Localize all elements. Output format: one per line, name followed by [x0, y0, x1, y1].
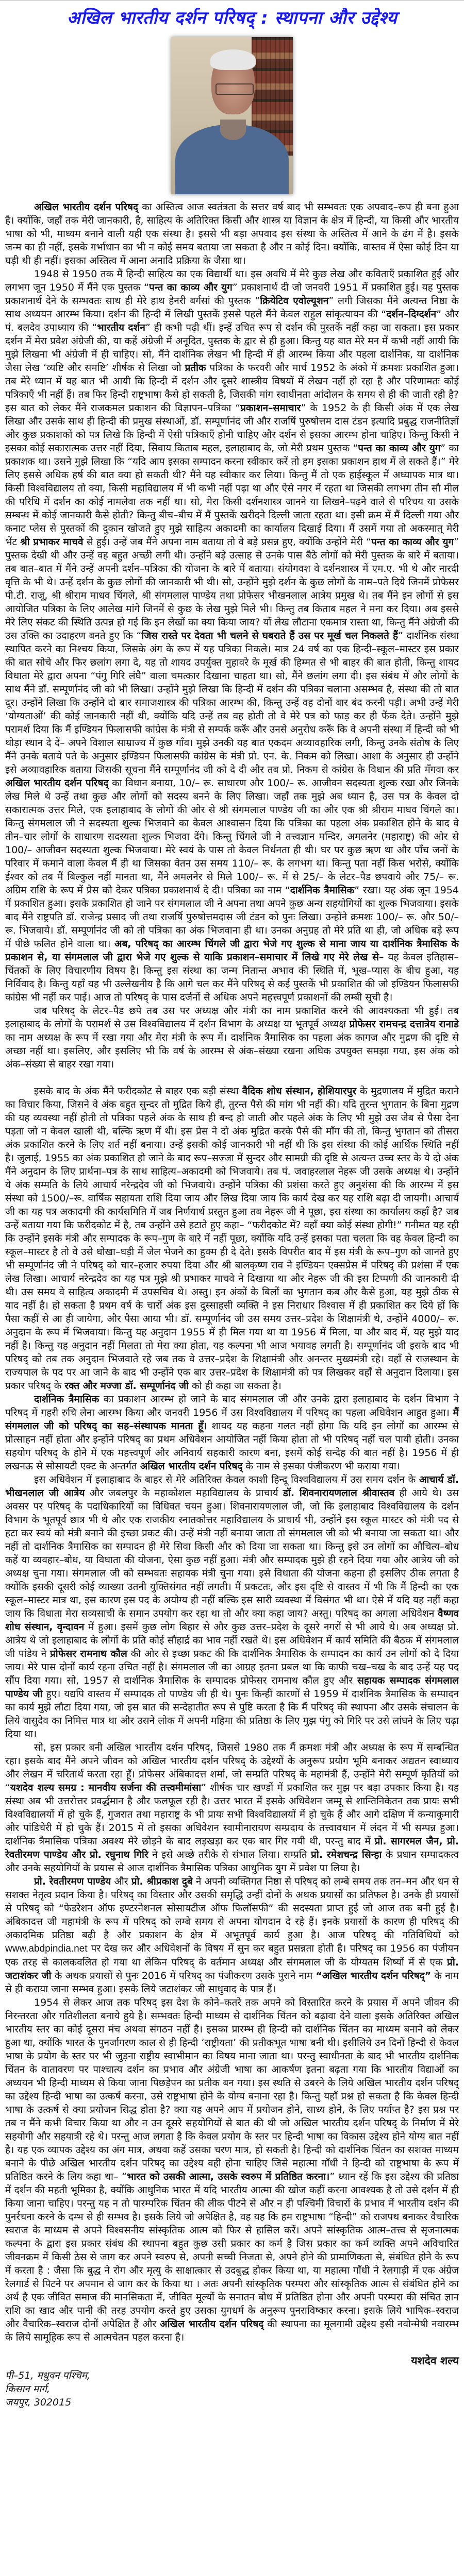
bold-emphasis: प्रो. जटाशंकर जी: [5, 1957, 459, 1981]
bold-emphasis: क्रियेटिव एवोल्यूशन: [260, 295, 329, 307]
bold-emphasis: पन्त का काव्य और युग: [371, 536, 454, 548]
bold-emphasis: सहायक सम्पादक संगमलाल पाण्डेय जी: [5, 1675, 459, 1700]
paragraph-text: के नाम से इसका पंजीकरण भी कराया गया।: [242, 1461, 400, 1472]
paragraph-text: ” ध्यान रहें कि इस उद्देश्य की प्रतिष्ठा में दर्शन की महती भूमिका है, क्योंकि आधुनिक भारत में यदि भारतीय आत्मा की खोज कहीं करना आवश्यक है तो उसे दर्शन में ही किया जाना चाहिए। परन्तु यह न तो पारम्परिक चिंतन की लीक पीटने से और न ही पश्चिमी विचारों के प्रभाव में भारतीय दर्शन की पुनर्रचना करने के दम्भ से ही सम्भव है। इसके लिये जो अपेक्षित है, वह यह कि हम राष्ट्रभाषा “हिन्दी” को राजपथ बनाकर वैचारिक स्वराज के माध्यम से अपने विश्वसनीय सांस्कृतिक आत्म को फिर से हासिल करें। अपने सांस्कृतिक आत्म–तत्त्व से सृजनात्मक कल्पना के द्वारा इस प्रकार संबंध की स्थापना बहुत कुछ उसी प्रकार का कर्म है जिस प्रकार का कर्म व्यक्ति अपने अविचारित जीवनक्रम में किसी ठेस से जाग कर अपने स्वरुप से, अपनी सच्ची निजता से, अपने होने की प्रामाणिकता से, संबंधित होने के रूप में करता है : जैसा कि बुद्ध ने रोग और मृत्यु के साक्षात्कार से उदबुद्ध होकर किया था, या महात्मा गाँधी ने रेलगाड़ी में एक अंग्रेज रेलगार्ड से पिटने पर अपमान से जाग कर के किया था । अतः अपनी सांस्कृतिक परम्परा और सांस्कृतिक आत्म से संबंधित होने का अर्थ है एक जीवित समाज की मानसिकता में, जीवित मूल्यों के सनातन बोध में प्रतिष्ठित होना और अपनी परम्परा की संचित ज्ञान राशि का खाद और पानी की तरह उपयोग करते हुए उसका युगधर्म के अनुरूप पुनराविष्कार करना। इसके लिये भाषिक–स्वराज और वैचारिक–स्वराज दोनों अपेक्षित हैं और: [5, 2171, 459, 2330]
paragraph-text: इस अधिवेशन में इलाहाबाद के बाहर से मेरे अतिरिक्त केवल काशी हिन्दू विश्वविद्यालय में उस समय दर्शन के: [34, 1474, 419, 1485]
article-paragraph: [5, 1996, 459, 2344]
paragraph-text: ” रखा। यह अंक जून 1954 में प्रकाशित हुआ। इसके प्रकाशित हो जाने पर संगमलाल जी ने अपना तथा अपने कुछ अन्य सहयोगियों का शुल्क भिजवाया। इसके बाद मैंने राष्ट्रपति डॉ. राजेन्द्र प्रसाद जी तथा राजर्षि पुरुषोत्तमदास जी टंडन को पुनः लिखा। उन्होंने क्रमशः 100/– रू. और 50/– रू. भिजवाये। डॉ. सम्पूर्णानंद जी को तो पत्रिका का अंक भिजवाना ही था। उनका अनुग्रह तो मेरे प्रति था ही, जो अधिक बड़े रूप में पीछे फलित होने वाला था।: [5, 885, 459, 950]
paragraph-text: ने इसे अच्छे तरीके से संभाल लिया। सम्प्रति: [148, 1849, 311, 1860]
bold-emphasis: श्री प्रभाकर माचवे: [20, 536, 84, 548]
bold-emphasis: अखिल भारतीय दर्शन परिषद्: [5, 777, 109, 789]
bold-emphasis: प्रोफेसर रामचन्द्र दत्तात्रेय रानाडे: [349, 1019, 459, 1030]
bold-emphasis: यशदेव शल्य समग्र : मानवीय सर्जना की तत्त्वमीमांसा: [10, 1782, 202, 1793]
address-line: किसान मार्ग,: [5, 2383, 50, 2395]
author-hair: [210, 49, 256, 70]
paragraph-text: का नाम अध्यक्ष के रूप में रखा गया और मेरा मंत्री के रूप में। दार्शनिक त्रैमासिक का पहला अंक कागज और मुद्रण की दृष्टि से अच्छा नहीं था। इसलिए, और इसलिए भी कि वर्ष के आरम्भ से अंक–संख्या रखना अधिक उपयुक्त समझा गया, इस अंक को अंक–संख्या से बाहर रखा गया।: [5, 1032, 459, 1070]
bold-emphasis: वैष्णव शोध संस्थान, वृन्दावन: [5, 1608, 459, 1633]
website-link[interactable]: www.abdpindia.net: [5, 1943, 88, 1954]
paragraph-text: और जबलपुर के महाकोशल महाविद्यालय के प्राचार्य: [85, 1487, 283, 1499]
bold-emphasis: भारतीय दर्शन: [97, 322, 145, 333]
paragraph-text: ” लगी जिसका मैंने अत्यन्त निष्ठा के साथ अध्ययन आरम्भ किया। दर्शन की हिन्दी में लिखी पुस्तकें इससे पहले मैंने केवल राहुल सांकृत्यायन की “: [5, 295, 459, 320]
paragraph-text: ने अपनी व्यक्तिगत निष्ठा से परिषद् को लम्बे समय तक तन–मन और धन से सशक्त नेतृत्व प्रदान किया है। परिषद् का विस्तार और उसकी समृद्धि उन्हीं दोनों के अथक प्रयासों का प्रतिफल है। उनके ही प्रयासों से परिषद् को “फेडरेशन ऑफ इण्टरनेशनल सोसायटीज ऑफ फिलॉसफी” की सदस्यता प्राप्त हुई जो आज तक बनी हुई है। अंबिकादत्त जी महामंत्री के रूप में परिषद् को लम्बे समय से अपना योगदान दे रहे हैं। इनके प्रयासों के कारण ही परिषद् की अकादमिक प्रतिष्ठा बढ़ी है और प्रकाशन के क्षेत्र में अभूतपूर्व कार्य हुआ है। आज परिषद् की गतिविधियों को: [5, 1876, 459, 1941]
paragraph-text: ” का प्रकाशक था। उसने मुझे लिखा कि “यदि आप इसका सम्पादन करना स्वीकार करें तो हम इसका प्रकाशन हाथ में ले सकते हैं।” मेरे लिए इससे अधिक हर्ष की बात क्या हो सकती थी? मैंने यह स्वीकार कर लिया। किन्तु मैं तो एक हाईस्कूल में अध्यापक मात्र था। किसी विश्वविद्यालय तो क्या, किसी महाविद्यालय में भी कभी नहीं पढ़ा था और ऐसे नगर में रहता था जिसकी लगभग तीन सौ मील की परिधि में दर्शन का कोई नामलेवा तक नहीं था। सो, मेरा किसी दर्शनशास्त्र जानने या लिखने–पढ़ने वाले से परिचय या उसके सम्बन्ध में कोई जानकारी कैसे होती? किन्तु बीच–बीच में मैं पुस्तकें खरीदने दिल्ली जाता रहता था। इसी क्रम में मैं दिल्ली गया और कनाट प्लेस से पुस्तकों की दुकान खोजते हुए मुझे साहित्य अकादमी का कार्यालय दिखाई दिया। मैं उसमें गया तो अकस्मात् मेरी भेंट: [5, 443, 459, 548]
bold-emphasis: पन्त का काव्य और युग: [358, 443, 441, 454]
bold-emphasis: प्रो. रमेशचन्द्र सिन्हा: [311, 1849, 382, 1860]
bold-emphasis: प्रोफेसर रामनाथ कौल: [49, 1648, 127, 1659]
article-paragraph: [5, 1084, 459, 1393]
paragraph-text: ” प्रकाशनार्थ दी जो जनवरी 1951 में प्रकाशित हुई। यह पुस्तक प्रकाशनार्थ देने के सम्भवतः साथ ही मेरे हाथ हेनरी बर्गसां की पुस्तक “: [5, 282, 459, 307]
bold-emphasis: पन्त का काव्य और युग: [149, 282, 233, 293]
paragraph-text: का अस्तित्व आज स्वतंत्रता के सत्तर वर्ष बाद भी सम्भवतः एक अपवाद–रूप ही बना हुआ है। क्योंकि, जहाँ तक मेरी जानकारी, है, साहित्य के अतिरिक्त किसी और शास्त्र या विज्ञान के क्षेत्र में हिन्दी, या किसी और भारतीय भाषा को भी, माध्यम बनाने वाली यही एक संस्था है। इससे भी बड़ा अपवाद इस संस्था के अस्तित्व में आने के ढंग में है। इसके जन्म का ही नहीं, इसके गर्भाधान का भी न कोई समय बताया जा सकता है और न कोई दिन। क्योंकि, वास्तव में ऐसा कोई दिन या घड़ी थी ही नहीं। इसका अस्तित्व में आना अनादि प्रक्रिया के जैसा था।: [5, 201, 459, 266]
paragraph-text: ही आये थे। उस अवसर पर परिषद् के पदाधिकारियों का विधिवत चयन हुआ। शिवनारायणलाल जी, जो कि इलाहाबाद विश्वविद्यालय के दर्शन विभाग के भूतपूर्व छात्र भी थे और एक राजकीय स्नातकोत्तर महाविद्यालय के प्राचार्य भी, उन्होंने इस स्कूल मास्टर को मंत्री पद से हटा कर स्वयं को मंत्री बनाने की इच्छा प्रकट की। उन्हें मंत्री नहीं बनाया जाता तो संगमलाल जी को भी बनाया जा सकता था। और नहीं तो दार्शनिक त्रैमासिक का सम्पादन ही मेरे सिवा किसी और को दिया जा सकता था। किन्तु इसे उन लोगों का औचित्य–बोध कहें या व्यवहार–बोध, या विधाता की योजना, ऐसा कुछ नहीं हुआ। मंत्री और सम्पादक मुझे ही रहने दिया गया और आत्रेय जी को अध्यक्ष चुना गया। संगमलाल जी को सम्भवतः सहायक मंत्री चुना गया। इसे विधाता की योजना कहना ही इसलिए ठीक लगता है क्योंकि इसकी दूसरी कोई व्याख्या उतनी युक्तिसंगत नहीं लगती। मैं प्रकटतः, और इस दृष्टि से वास्तव में भी कि मैं हिन्दी का एक स्कूल–मास्टर मात्र था, इस कारण इस पद के अयोग्य ही नहीं बल्कि इस सारी व्यवस्था में विसंगत भी था। ऐसे में यदि यह नहीं कहा जाय कि विधाता मेरा सव्यसाची के समान उपयोग कर रहा था तो और क्या कहा जाय? अस्तु। परिषद् का अगला अधिवेशन: [5, 1487, 459, 1619]
address-line: जयपुर, 302015: [5, 2397, 72, 2408]
paragraph-text: का प्रकाशन आरम्भ हो जाने के बाद संगमलाल जी और उनके द्वारा इलाहाबाद के दर्शन विभाग ने परिषद् में गहरी रुचि लेना आरम्भ किया और जनवरी 1956 में उस विश्वविद्यालय में परिषद् का पहला अधिवेशन आहुत हुआ।: [5, 1394, 459, 1418]
bold-emphasis: मैं संगमलाल जी को परिषद् का सह–संस्थापक मानता हूँ।: [5, 1407, 459, 1432]
paragraph-text: के मुद्रणालय में मुद्रित कराने का विचार किया, जिसने वे अंक बहुत सुन्दर तो मुद्रित किये ही, तुरन्त पैसे की मांग भी नहीं की। यदि तुरन्त भुगतान के बिना मुद्रण की यह व्यवस्था नहीं होती तो पत्रिका पहले अंक के साथ ही बन्द हो जाती और पहले अंक के लिए भी मुझे उस जेब से पैसा देना पड़ता जो न केवल खाली थी, बल्कि ऋण में थी। इस प्रेस ने दो अंक मुद्रित करके पैसे की माँग की तो, किन्तु भुगतान को तीसरा अंक प्रकाशित करने के लिए शर्त नहीं बनाया। उन्हें इसकी कोई जानकारी भी नहीं थी कि इस संस्था की कोई आर्थिक स्थिति नहीं है। जुलाई, 1955 का अंक प्रकाशित हो जाने के बाद रूप–सज्जा में सुन्दर और सामग्री की दृष्टि से अत्यन्त उच्च स्तर के ये दो अंक मैंने अनुदान के लिए प्रार्थना–पत्र के साथ साहित्य–अकादमी को भिजवाये। तब पं. जवाहरलाल नेहरू जी उसके अध्यक्ष थे। उन्होंने ये अंक सम्मति के लिये आचार्य नरेन्द्रदेव जी को भिजवाये। उन्होंने पत्रिका की प्रशंसा करते हुए अनुशंसा की कि आरम्भ में इस संस्था को 1500/–रू. वार्षिक सहायता राशि दिया जाय और लिख दिया जाय कि कार्य देख कर यह राशि बढ़ा दी जायगी। आचार्य जी का यह पत्र अकादमी की कार्यसमिति में जब निर्णयार्थ प्रस्तुत हुआ तब नेहरू जी ने पूछा, इस संस्था का कार्यालय कहाँ है? जब उन्हें बताया गया कि फरीदकोट में है, तब उन्होंने उसे हटाते हुए कहा– “फरीदकोट में? वहाँ क्या कोई संस्था होगी!” गनीमत यह रही कि उन्होंने इसके मंत्री और सम्पादक के रूप–गुण के बारे में नहीं पूछा, क्योंकि यदि उन्हें इसका पता चलता कि वह केवल हिन्दी का स्कूल–मास्टर है तो वे उसे धोखा–धड़ी में जेल भेजने का हुक्म ही दे देते। इसके विपरीत बाद में इस मंत्री के रूप–गुण को जानते हुए भी सम्पूर्णानंद जी ने परिषद् को चार–हजार रुपया दिया और श्री बालकृष्ण राव ने इण्डियन एक्सप्रेस में परिषद् की प्रशंसा में एक लेख लिखा। आचार्य नरेन्द्रदेव का यह पत्र मुझे श्री प्रभाकर माचवे ने दिखाया था और नेहरू जी की इस टिप्पणी की जानकारी दी थी। उस समय वे साहित्य अकादमी में उपसचिव थे। अस्तु। इन अंकों के बिलों का भुगतान कब और कैसे हुआ, यह मुझे ठीक से याद नहीं है। हो सकता है प्रथम वर्ष के चारों अंक इस दुस्साहसी व्यक्ति ने इस निराधार विश्वास में ही प्रकाशित कर दिये हों कि पैसा कहीं से आ ही जायेगा, और पैसा आया भी। डॉ. सम्पूर्णानंद जी उस समय उत्तर–प्रदेश के शिक्षामंत्री थे, उन्होंने 4000/– रू. अनुदान के रूप में भिजवाया। किन्तु यह अनुदान 1955 में ही मिल गया था या 1956 में मिला, या और बाद में, यह मुझे याद नहीं है। किन्तु यह अनुदान नहीं मिलता तो मेरा क्या होता, यह कल्पना भी आज भयावह लगती है। सम्पूर्णानंद जी इसके बाद भी परिषद् को तब तक अनुदान भिजवाते रहे जब तक वे उत्तर–प्रदेश के शिक्षामंत्री और अनन्तर मुख्यमंत्री रहे। वहाँ से राजस्थान के राज्यपाल के पद पर आ जाने के बाद भी उन्होंने एक बार उत्तर–प्रदेश के शिक्षामंत्री को पत्र लिखकर वहाँ से अनुदान दिलाया। इस प्रकार परिषद् के: [5, 1086, 459, 1392]
paragraph-text: ” पुस्तक देखी थी और उन्हें वह बहुत अच्छी लगी थी। उन्होंने बड़े उत्साह से उनके पास बैठे लोगों को मेरी पुस्तक के बारे में बताया। तब बात–बात में मैंने उन्हें अपनी दर्शन–पत्रिका की योजना के बारे में बताया। संयोगवश वे दर्शनशास्त्र में एम.ए. भी थे और नारदी वृत्ति के भी थे। उन्हें दर्शन के कुछ लोगों की जानकारी भी थी। सो, उन्होंने मुझे दर्शन के कुछ लोगों के नाम–पते दिये जिनमें प्रोफेसर पी.टी. राजू, श्री श्रीराम माधव चिंगले, श्री संगमलाल पाण्डेय तथा प्रोफेसर भीखनलाल आत्रेय प्रमुख थे। तब मैंने इन लोगों से इस आयोजित पत्रिका के लिए आलेख मांगे जिनमें से कुछ के लेख मुझे मिले भी। किन्तु तब किताब महल ने मना कर दिया। अब इससे मेरे लिए संकट की स्थिति उत्पन्न हो गई कि इन लेखों का क्या किया जाय? यों लेख लौटाना एकमात्र रास्ता था, किन्तु मैंने अंग्रेजी की उस उक्ति का उदाहरण बनते हुए कि “: [5, 536, 459, 641]
paragraph-text: यह केवल इतिहास–चिंतकों के लिए विचारणीय विषय है। किन्तु इस संस्था का जन्म नितान्त अभाव की स्थिति में, भूख–प्यास के बीच हुआ, यह निर्विवाद है। किन्तु यहाँ यह भी उल्लेखनीय है कि आगे चल कर मैंने परिषद् से कई पुस्तकें भी प्रकाशित की जो इण्डियन फिलासफी कांग्रेस भी नहीं कर पाई। आज तो परिषद् के पास दर्जनों से अधिक अपने महत्त्वपूर्ण प्रकाशनों की लम्बी सूची है।: [5, 952, 459, 1003]
paragraph-text: ” शीर्षक चार खण्डों में प्रकाशित कर मुझ पर बड़ा उपकार किया है। यह संस्था अब भी उत्तरोत्तर प्रवर्द्धमान है और फलफूल रही है। उत्तर भारत में इसके अधिवेशन जम्मू से शान्तिनिकेतन तक प्रायः सभी विश्वविद्यालयों में हो चुके हैं, गुजरात तथा महाराष्ट्र के भी प्रायः सभी विश्वविद्यालयों में हो चुके हैं और आगे दक्षिण में कन्याकुमारी और पांडिचेरी में हो चुके हैं। 2015 में तो इसका अधिवेशन स्वामीनारायण सम्प्रदाय के तत्त्वावधान में लंदन में भी सम्पन्न हुआ। दार्शनिक त्रैमासिक पत्रिका अवश्य मेरे छोड़ने के बाद लड़खड़ा कर एक बार गिर गयी थी, परन्तु बाद में: [5, 1782, 459, 1847]
bold-emphasis: प्रकाशन–समाचार: [240, 402, 301, 414]
author-glasses: [216, 83, 254, 95]
paragraph-text: के नाम से ही कराया जाना सम्भव हुआ। इसके लिये जटाशंकर जी साधुवाद के पात्र हैं।: [5, 1970, 459, 1995]
paragraph-text: और: [111, 1876, 131, 1887]
paragraph-text: पर देख कर और अधिवेशनों के विषय में सुन कर बहुत प्रसन्नता होती है। परिषद् का 1956 का पंजीयन एक तरह से कालकवलित हो गया था लेकिन परिषद् के वर्तमान अध्यक्ष और संगमलाल जी के योग्यतम शिष्यों में से एक: [5, 1943, 459, 1968]
bold-emphasis: जिस रास्ते पर देवता भी चलने से घबराते हैं उस पर मूर्ख चल निकलते हैं: [141, 630, 399, 641]
bold-emphasis: अखिल भारतीय दर्शन परिषद्: [34, 201, 139, 213]
bold-emphasis: अब, परिषद् का आरम्भ चिंगले जी द्वारा भेजे गए शुल्क से माना जाय या दार्शनिक त्रैमासिक के प्रकाशन से, या संगमलाल जी द्वारा भेजे गए शुल्क से याकि प्रकाशन–समाचार में लिखे गए मेरे लेख से–: [5, 938, 459, 963]
bold-emphasis: डॉ. शिवनारायणलाल श्रीवास्तव: [283, 1487, 395, 1499]
paragraph-text: के प्रधान सम्पादकत्व और उनके सहयोगियों के प्रयास से आज दार्शनिक त्रैमासिक पत्रिका आधुनिक युग में प्रवेश पा लिया है।: [5, 1849, 459, 1874]
paragraph-text: शायद यह कहना गलत नहीं होगा कि यदि इन लोगों का आरम्भ से प्रोत्साहन नहीं होता और इन्होंने परिषद् का प्रथम अधिवेशन आयोजित नहीं किया होता तो भी परिषद् नहीं चल पायी होती। उनका सहयोग परिषद् के होने में एक महत्त्वपूर्ण और अनिवार्य सहकारी कारण बना, इसमें कोई सन्देह की बात नहीं है। 1956 में ही लखनऊ से सोसायटी एक्ट के अन्तर्गत: [5, 1420, 459, 1472]
article-paragraph: [5, 200, 459, 267]
paragraph-text: के अथक प्रयासों से पुनः 2016 में परिषद् का पंजीकरण उसके पुराने नाम: [51, 1970, 316, 1981]
author-address: [0, 2369, 464, 2414]
paragraph-text: का विधान बनाया, 10/– रू. साधारण और 100/– रू. आजीवन सदस्यता शुल्क रखा और जिनके लेख मिले थे उन्हें तथा कुछ और लोगों को सदस्य बनने के लिए लिखा। जहाँ तक मुझे अब ध्यान है, उस पत्र के केवल दो सकारात्मक उत्तर मिले, एक इलाहाबाद के लोगों की ओर से श्री संगमलाल पाण्डेय जी का और एक श्री श्रीराम माधव चिंगले का। किन्तु संगमलाल जी ने सदस्यता शुल्क भिजवाने का केवल आश्वासन दिया कि पत्रिका का पहला अंक प्रकाशित होने के बाद वे तीन–चार लोगों के साधारण सदस्यता शुल्क भिजवा देंगे। किन्तु चिंगले जी ने तत्त्वज्ञान मन्दिर, अमलनेर (महाराष्ट्र) की ओर से 100/– आजीवन सदस्यता शुल्क भिजवाया। मेरे स्वयं के पास तो केवल निर्धनता ही थी। घर पर कुछ ऋण था और पाँच जनों के परिवार में कमाने वाला केवल मैं ही था जिसका वेतन उस समय 110/– रू. के लगभग था। किन्तु पता नहीं किस भरोसे, क्योंकि ईश्वर को तब मैं बिल्कुल नहीं मानता था, मैंने अमलनेर से मिले 100/– रू. में से 25/– के लेटर–पैड छपवाये और 75/– रू. अग्रिम राशि के रूप में प्रेस को देकर पत्रिका प्रकाशनार्थ दे दी। पत्रिका का नाम “: [5, 777, 459, 896]
article-body: [0, 200, 464, 2344]
bold-emphasis: दार्शनिक त्रैमासिक: [290, 885, 355, 896]
paragraph-text: पत्रिका के फरवरी और मार्च 1952 के अंको में क्रमशः प्रकाशित हुआ। तब मेरे ध्यान में यह बात भी आयी कि हिन्दी में दर्शन और दूसरे शास्त्रीय विषयों में लेखन नहीं हो रहा है और परिणामतः कोई पत्रिकाएँ भी नहीं हैं। तब फिर हिन्दी राष्ट्रभाषा कैसे हो सकती है, जिसकी मांग स्वाधीनता आंदोलन के समय से ही की जाती रही है? इस बात को लेकर मैंने राजकमल प्रकाशन की विज्ञापन–पत्रिका “: [5, 362, 459, 414]
bold-emphasis: दार्शनिक त्रैमासिक: [34, 1394, 100, 1405]
bold-emphasis: अखिल भारतीय दर्शन परिषद्: [140, 1461, 243, 1472]
paragraph-text: इसके बाद के अंक मैंने फरीदकोट से बाहर एक बड़ी संस्था: [34, 1086, 242, 1097]
paragraph-text: को ही कहा जा सकता है।: [189, 1380, 281, 1392]
bold-emphasis: दर्शन–दिग्दर्शन: [386, 309, 437, 320]
paragraph-text: जब परिषद् के लेटर–पैड छपे तब उस पर अध्यक्ष और मंत्री का नाम प्रकाशित करने की आवश्यकता भी हुई। तब इलाहाबाद के लोगों के परामर्श से उस विश्वविद्यालय में दर्शन विभाग के अध्यक्ष या भूतपूर्व अध्यक्ष: [5, 1005, 459, 1030]
bold-emphasis: आचार्य डॉ. भीखनलाल जी आत्रेय: [5, 1474, 459, 1499]
page-title: अखिल भारतीय दर्शन परिषद् : स्थापना और उद्देश्य: [67, 8, 397, 28]
author-photo: [171, 37, 293, 194]
address-line: पी–51, मधुवन पश्चिम,: [5, 2370, 90, 2381]
paragraph-text: की ओर से इच्छा प्रकट की कि दार्शनिक त्रैमासिक के सम्पादन का कार्य उन लोगों को दे दिया जाय। मेरे पास दोनों कार्य रहना उचित नहीं है। संगमलाल जी का आग्रह इतना प्रबल था कि काफी चख–चख के बाद उन्हें यह पद सौंप दिया गया। सो, 1957 से दार्शनिक त्रैमासिक के सम्पादक प्रोफेसर रामनाथ कौल हुए और: [5, 1648, 459, 1686]
bold-emphasis: वैदिक शोध संस्थान, होशियारपुर: [242, 1086, 357, 1097]
bold-emphasis: प्रो. सागरमल जैन, प्रो. रेवतीरमण पाण्डेय और प्रो. रघुनाथ गिरि: [5, 1836, 459, 1860]
article-paragraph: [5, 1393, 459, 1473]
paragraph-text: हुए। यद्यपि वास्तव में सम्पादक तो पाण्डेय जी ही थे। पुनः किन्हीं कारणों से 1959 में दार्शनिक त्रैमासिक के सम्पादन का कार्य मुझे लौटा दिया गया, जो इस बात की सन्देहातीत रूप से पुष्टि करता है कि मैं परिषद् की स्थापना और उसके संचालन के लिये वासुदेव का निमित्त मात्र था और उसने लोक में अपनी महिमा की प्रतिष्ठा के लिए मुझ पंगु को गिरि पर उसे लांघने के लिए चढ़ा दिया था।: [5, 1688, 459, 1740]
photo-container: [0, 37, 464, 194]
paragraph-text: सो, इस प्रकार बनी अखिल भारतीय दर्शन परिषद्, जिससे 1980 तक मैं क्रमशः मंत्री और अध्यक्ष के रूप में सम्बन्धित रहा। इसके बाद मैंने अपने जीवन को अखिल भारतीय दर्शन परिषद् के उद्देश्यों के अनुरूप प्रयोग भूमि बनाकर अद्यतन स्वाध्याय और लेखन में चरितार्थ करता रहा हूँ। प्रोफेसर अंबिकादत्त शर्मा, जो सम्प्रति परिषद् के महामंत्री हैं, उन्होंने मेरी सम्पूर्ण कृतियों को “: [5, 1742, 459, 1793]
article-paragraph: [5, 267, 459, 1004]
bold-emphasis: प्रतीक: [185, 362, 206, 374]
article-paragraph: [5, 1875, 459, 1996]
paragraph-text: 1954 से लेकर आज तक परिषद् इस देश के कोने–कतरे तक अपने को विस्तारित करने के प्रयास में अपने जीवन की निरन्तरता और गतिशीलता बनाये हुये है। सम्भवतः हिन्दी माध्यम से दार्शनिक चिंतन को बढ़ावा देने वाला इसके अतिरिक्त अखिल भारतीय स्तर का कोई दूसरा मंच अथवा संगठन नहीं है। इसका प्रारम्भ ही हिन्दी को दार्शनिक चिंतन का माध्यम बनाने को लेकर हुआ था, क्योंकि भारत के पुनर्जागरण काल से ही हिन्दी ‘राष्ट्रीयता’ की प्रतीकभूत भाषा बनी थी। इसीलिये उन दिनों हिन्दी से केवल भाषा के प्रयोग के स्तर पर भी जुड़ना राष्ट्रीय स्वाभीमान का विषय माना जाता था। परन्तु स्वाधीनता के बाद भी भारतीय दार्शनिक चिंतन के वातावरण पर पाश्चात्य दर्शन का प्रभाव और अंग्रेजी भाषा का आकर्षण इतना बढ़ता गया कि भारतीय विद्याओं का अध्ययन भी हिन्दी माध्यम से किया जाना पिछड़ेपन का प्रतीक बन गया। इस स्थति से उबरने के लिये अखिल भारतीय दर्शन परिषद् का उद्देश्य हिन्दी भाषा का उत्कर्ष करना, उसे राष्ट्रभाषा होने के योग्य बनाना रहा है। किन्तु यहाँ प्रश्न हो सकता है कि केवल हिन्दी भाषा के उत्कर्ष से क्या प्रयोजन सिद्ध होता है? क्या यह अपने आप में प्रयोजन होने, साध्य होने, के लिए पर्याप्त है? इस प्रश्न पर तब न मैंने कभी विचार किया था और न उन दूसरे सहयोगियों से बात की थी जो अखिल भारतीय दर्शन परिषद् के निर्माण में मेरे सहयोगी और सहयात्री रहे थे। परन्तु आज लगता है कि केवल प्रयोग के स्तर पर हिन्दी भाषा का विकास उद्देश्य होने योग्य बात नहीं है। यह एक व्यापक उद्देश्य का अंग मात्र, अथवा कहें उसका चरण मात्र, हो सकती है। हिन्दी को दार्शनिक चिंतन का सशक्त माध्यम बनाने के पीछे अखिल भारतीय दर्शन परिषद् का उद्देश्य वही होना चाहिए जिसे महात्मा गाँधी ने हिन्दी को राष्ट्रभाषा के रूप में प्रतिष्ठित करने के लिय कहा था– “: [5, 1997, 459, 2182]
paragraph-text: में हुआ। इसमें कुछ लोग बिहार से और कुछ उत्तर–प्रदेश के दूसरे नगरों से भी आये थे। अब अध्यक्ष प्रो. आत्रेय थे जो इलाहाबाद के लोगों के प्रति कोई सौहार्द्र का भाव नहीं रखते थे। इस अधिवेशन में कार्य समिति की बैठक में संगमलाल जी पांडेय ने: [5, 1621, 459, 1659]
paragraph-text: 1948 से 1950 तक मैं हिन्दी साहित्य का एक विद्यार्थी था। इस अवधि में मेरे कुछ लेख और कविताएँ प्रकाशित हुईं और लगभग जून 1950 में मैंने एक पुस्तक “: [5, 268, 459, 293]
paragraph-text: ” और पं. बलदेव उपाध्याय की “: [5, 309, 459, 333]
paragraph-text: की स्थापना का मूलगामी उद्देश्य इसी नवोन्मेषी नवारम्भ के लिये सामूहिक रूप से आत्मचेतन पहल करना है।: [5, 2318, 459, 2343]
article-paragraph: [5, 1741, 459, 1875]
bold-emphasis: रक्त और मज्जा डॉ. सम्पूर्णानंद जी: [64, 1380, 189, 1392]
bold-emphasis: “अखिल भारतीय दर्शन परिषद्”: [316, 1970, 432, 1981]
bold-emphasis: अखिल भारतीय दर्शन परिषद्: [160, 2318, 264, 2330]
article-paragraph: [5, 1473, 459, 1741]
paragraph-text: ” ही कभी पढ़ी थीं। इन्हें उचित रूप से दर्शन की पुस्तकें नहीं कहा जा सकता। इस प्रकार दर्शन में मेरा प्रवेश अंग्रेजी की, या कहें अंग्रेजी में अनूदित, पुस्तक के द्वार से ही हुआ। किन्तु यह बात मेरे मन में कभी नहीं आयी कि मुझे लिखना भी अंग्रेजी में ही चाहिए। सो, मैंने दार्शनिक लेखन भी हिन्दी में ही आरम्भ किया और पहला दार्शनिक, या दार्शनिक जैसा लेख ‘व्यष्टि और समष्टि’ शीर्षक से लिखा जो: [5, 322, 459, 374]
top-border: [0, 0, 464, 1]
article-paragraph: [5, 1004, 459, 1071]
paragraph-text: से हुई। उन्हें जब मैंने अपना नाम बताया तो वे बड़े प्रसन्न हुए, क्योंकि उन्होंने मेरी “: [83, 536, 371, 548]
bold-emphasis: प्रो. श्रीप्रकाश दुबे: [131, 1876, 193, 1887]
author-signature: यशदेव शल्य: [411, 2354, 459, 2367]
bold-emphasis: प्रो. रेवतीरमण पाण्डेय: [34, 1876, 111, 1887]
author-collar: [220, 120, 246, 140]
paragraph-text: ” दार्शनिक संस्था स्थापित करने का निश्चय किया, जिसके अंग के रूप में यह पत्रिका निकले। मात्र 24 वर्ष का एक हिन्दी–स्कूल–मास्टर इस प्रकार की बात सोचे और फिर छलांग लगा दे, यह तो शायद उपर्युक्त मुहावरे के मूर्ख की हिम्मत से भी बाहर की बात होती, किन्तु शायद विधाता मेरे द्वारा अपना “पंगु गिरि लंघै” वाला चमत्कार दिखाना चाहता था। सो, मैंने छलांग लगा दी। इस संबंध में और लोगों के साथ मैंने डॉ. सम्पूर्णानंद जी को भी लिखा। उन्होंने मुझे लिखा कि हिन्दी में दर्शन की पत्रिका चलाना असम्भव है, संस्था की तो बात दूर। उन्होंने लिखा कि उन्होंने दो बार समाजशास्त्र की पत्रिका आरम्भ की, किन्तु उन्हें वह दोनों बार बंद करनी पड़ी। अभी उन्हें मेरी ‘योग्यताओं’ की कोई जानकारी नहीं थी, क्योंकि यदि उन्हें तब वह होती तो वे मेरे पत्र को फाड़ कर ही फेंक देते। उन्होंने मुझे परामर्श दिया कि मैं इण्डियन फिलासफी कांग्रेस के मंत्री से सम्पर्क करूँ और उनसे अनुरोध करूँ कि वे अपनी संस्था में हिन्दी को भी थोड़ा स्थान दे दें– अपने विशाल साम्राज्य में कुछ गाँव। मुझे उनकी यह बात एकदम अव्यावहारिक लगी, किन्तु उनके संतोष के लिए मैंने उनके बताये पते के अनुसार इण्डियन फिलासफी कांग्रेस के मंत्री प्रो. एन. के. निकम को लिखा। आशा के अनुसार ही उन्होंने इसे अव्यावहारिक बताया जिसकी सूचना मैंने सम्पूर्णानंद जी को दे दी और तब प्रो. निकम से कांग्रेस के विधान की प्रति मँगवा कर: [5, 630, 459, 775]
paragraph-text: ” के 1952 के ही किसी अंक में एक लेख लिखा और उसके साथ ही हिन्दी की प्रमुख संस्थाओं, डॉ. सम्पूर्णानंद जी और राजर्षि पुरुषोत्तम दास टंडन इत्यादि प्रबुद्ध राजनीतिज्ञों और कुछ प्रकाशकों को पत्र लिखे कि हिन्दी में ऐसी पत्रिकाएँ होनी चाहिए और दर्शन से इसका आरम्भ होना चाहिए। किन्तु किसी ने इसका कोई सकारात्मक उत्तर नहीं दिया, सिवाय किताब महल, इलाहाबाद के, जो मेरी प्रथम पुस्तक “: [5, 402, 459, 454]
bold-emphasis: भारत को उसकी आत्मा, उसके स्वरुप में प्रतिष्ठित करना।: [126, 2171, 330, 2182]
